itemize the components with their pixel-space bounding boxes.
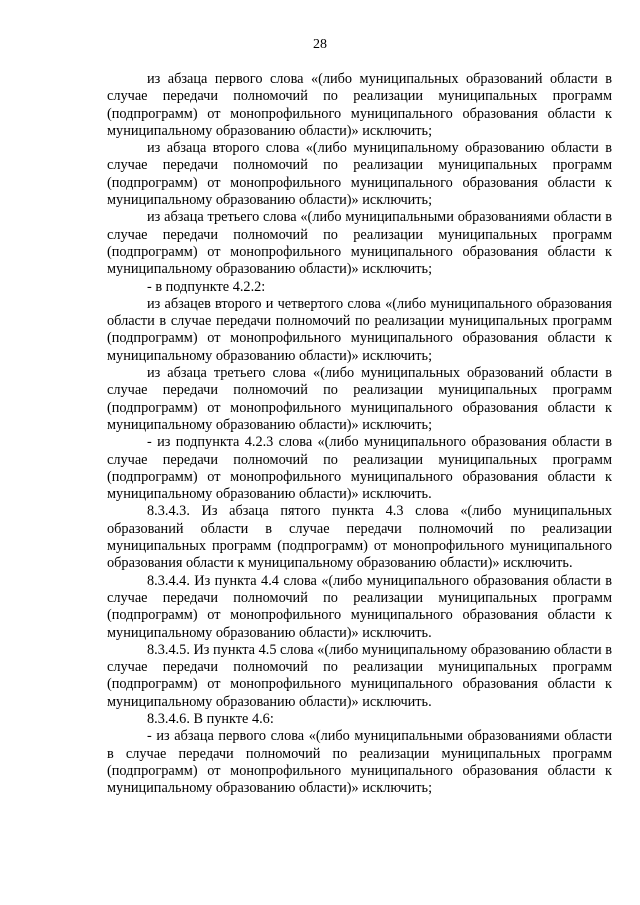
document-body — [107, 71, 612, 797]
paragraph: из абзаца первого слова «(либо муниципальных образований области в случае передачи полномочий по реализации муниципальных программ (подпрограмм) от монопрофильного муниципального образования области к муниципальному образованию области)» исключить; — [107, 71, 612, 139]
paragraph: - из подпункта 4.2.3 слова «(либо муниципального образования области в случае передачи полномочий по реализации муниципальных программ (подпрограмм) от монопрофильного муниципального образования области к муниципальному образованию области)» исключить. — [107, 434, 612, 503]
paragraph: из абзаца третьего слова «(либо муниципальными образованиями области в случае передачи полномочий по реализации муниципальных программ (подпрограмм) от монопрофильного муниципального образования области к муниципальному образованию области)» исключить; — [107, 209, 612, 278]
paragraph: из абзаца третьего слова «(либо муниципальных образований области в случае передачи полномочий по реализации муниципальных программ (подпрограмм) от монопрофильного муниципального образования области к муниципальному образованию области)» исключить; — [107, 365, 612, 433]
paragraph: - из абзаца первого слова «(либо муниципальными образованиями области в случае передачи полномочий по реализации муниципальных программ (подпрограмм) от монопрофильного муниципального образования области к муниципальному образованию области)» исключить; — [107, 728, 612, 797]
paragraph: 8.3.4.5. Из пункта 4.5 слова «(либо муниципальному образованию области в случае передачи полномочий по реализации муниципальных программ (подпрограмм) от монопрофильного муниципального образования области к муниципальному образованию области)» исключить. — [107, 641, 612, 710]
paragraph: 8.3.4.6. В пункте 4.6: — [147, 710, 274, 727]
paragraph: 8.3.4.4. Из пункта 4.4 слова «(либо муниципального образования области в случае передачи полномочий по реализации муниципальных программ (подпрограмм) от монопрофильного муниципального образования области к муниципальному образованию области)» исключить. — [107, 572, 612, 641]
paragraph: из абзаца второго слова «(либо муниципальному образованию области в случае передачи полномочий по реализации муниципальных программ (подпрограмм) от монопрофильного муниципального образования области к муниципальному образованию области)» исключить; — [107, 140, 612, 209]
paragraph: 8.3.4.3. Из абзаца пятого пункта 4.3 слова «(либо муниципальных образований области в случае передачи полномочий по реализации муниципальных программ (подпрограмм) от монопрофильного муниципального образования области к муниципальному образованию области)» исключить. — [107, 503, 612, 572]
page-number: 28 — [313, 37, 327, 52]
paragraph: - в подпункте 4.2.2: — [147, 278, 266, 295]
paragraph: из абзацев второго и четвертого слова «(либо муниципального образования области в случае передачи полномочий по реализации муниципальных программ (подпрограмм) от монопрофильного муниципального образования области к муниципальному образованию области)» исключить; — [107, 295, 612, 364]
